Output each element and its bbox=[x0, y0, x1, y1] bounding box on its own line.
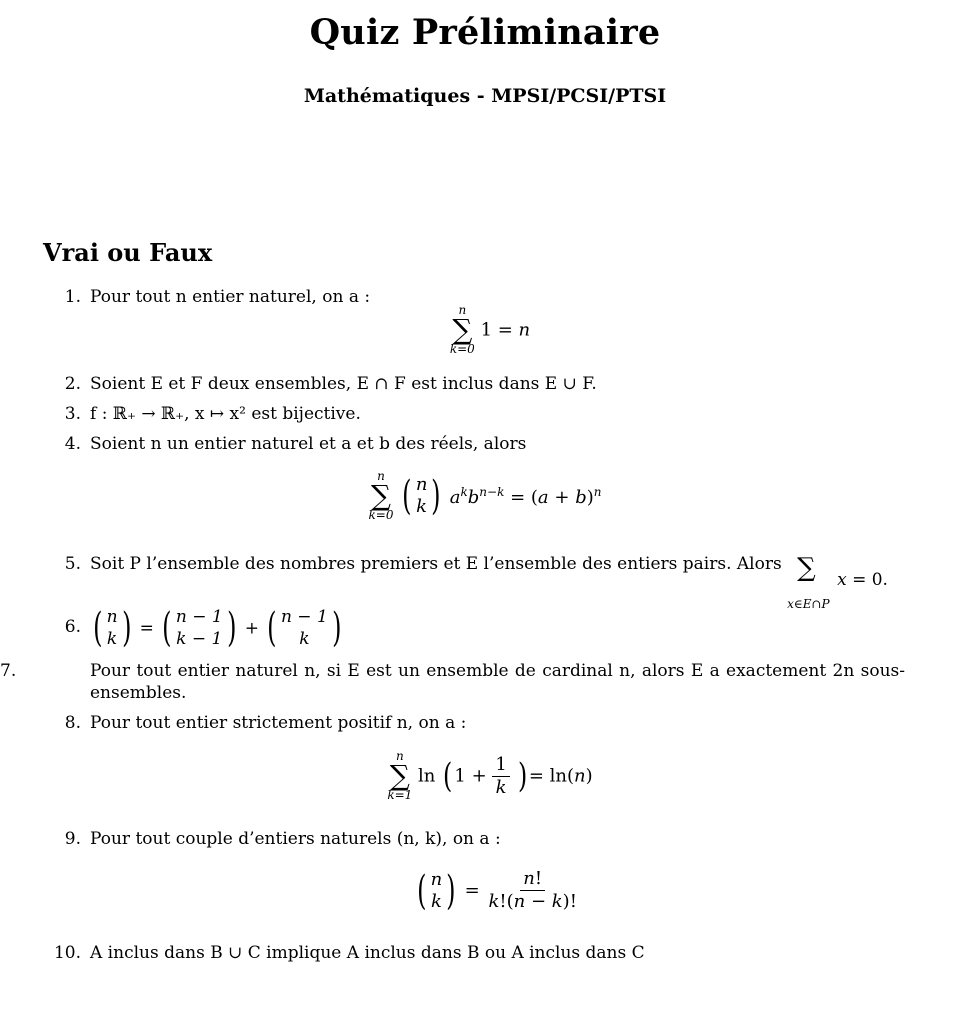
question-text: Soit P l’ensemble des nombres premiers et E l’ensemble des entiers pairs. Alors bbox=[90, 554, 782, 574]
question-number: 9. bbox=[64, 829, 81, 849]
question-text: Pour tout couple d’entiers naturels (n, k), on a : bbox=[90, 829, 501, 849]
question-2 bbox=[64, 373, 905, 395]
question-text: Soient E et F deux ensembles, E ∩ F est inclus dans E ∪ F. bbox=[90, 374, 597, 394]
question-6 bbox=[64, 605, 905, 651]
question-number: 4. bbox=[64, 434, 81, 454]
formula-9: ( n k ) = $\frac{n!}{k!(n - k)!}$ bbox=[417, 867, 577, 914]
page-title: Quiz Préliminaire bbox=[309, 12, 661, 53]
question-number: 7. bbox=[0, 661, 17, 681]
question-number: 10. bbox=[53, 943, 81, 963]
question-8 bbox=[64, 712, 905, 734]
question-text: Pour tout entier naturel n, si E est un ensemble de cardinal n, alors E a exactement 2n sous-ensembles. bbox=[90, 661, 905, 703]
question-number: 6. bbox=[64, 617, 81, 637]
formula-4: n ∑ k=0 ( n k ) $a^kb^{n-k} = (a + b)^n$ bbox=[368, 469, 602, 522]
question-text: f : ℝ₊ → ℝ₊, x ↦ x² est bijective. bbox=[90, 404, 361, 424]
question-number: 2. bbox=[64, 374, 81, 394]
section-heading: Vrai ou Faux bbox=[43, 238, 213, 267]
question-3 bbox=[64, 403, 905, 425]
formula-1: n ∑ k=0 1 = n bbox=[449, 303, 531, 356]
question-text: Pour tout n entier naturel, on a : bbox=[90, 287, 371, 307]
formula-8: n ∑ k=1 ln ( 1 + $\frac{1}{k}$ ) = ln(n) bbox=[387, 749, 593, 802]
question-number: 8. bbox=[64, 713, 81, 733]
question-text: A inclus dans B ∪ C implique A inclus dans B ou A inclus dans C bbox=[90, 943, 645, 963]
question-10 bbox=[53, 942, 905, 964]
question-number: 1. bbox=[64, 287, 81, 307]
question-4 bbox=[64, 433, 905, 455]
question-9 bbox=[64, 828, 905, 850]
question-7 bbox=[0, 660, 905, 704]
question-5: 5. Soit P l’ensemble des nombres premiers et E l’ensemble des entiers pairs. Alors ∑ x∈E∩P x = 0. bbox=[90, 553, 905, 575]
question-number: 5. bbox=[64, 554, 81, 574]
question-number: 3. bbox=[64, 404, 81, 424]
question-text: Soient n un entier naturel et a et b des réels, alors bbox=[90, 434, 527, 454]
page-subtitle: Mathématiques - MPSI/PCSI/PTSI bbox=[303, 85, 667, 107]
formula-6: ( n k ) = ( n − 1 k − 1 ) + ( n − 1 k ) bbox=[93, 605, 342, 651]
question-text: Pour tout entier strictement positif n, on a : bbox=[90, 713, 467, 733]
